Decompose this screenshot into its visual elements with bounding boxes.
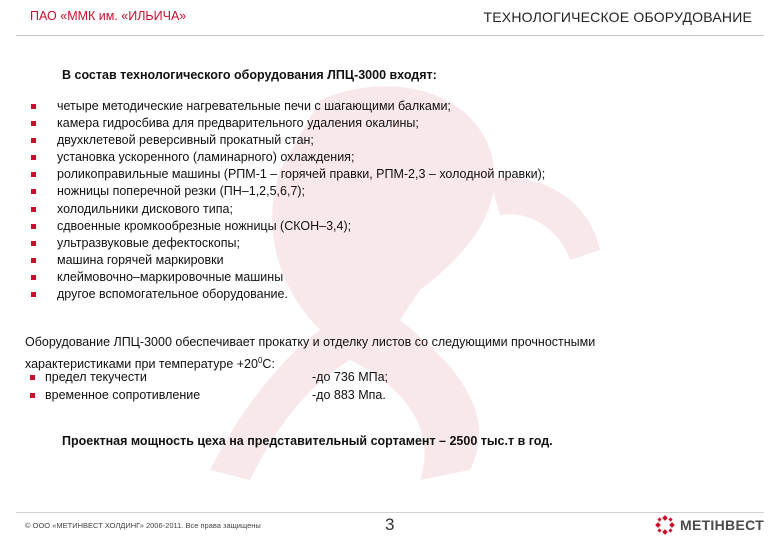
list-item: двухклетевой реверсивный прокатный стан; — [30, 132, 545, 149]
strength-item-tensile — [25, 387, 725, 405]
list-item: камера гидросбива для предварительного удаления окалины; — [30, 115, 545, 132]
capacity-statement: Проектная мощность цеха на представительный сортамент – 2500 тыс.т в год. — [62, 434, 553, 448]
footer-divider — [16, 512, 764, 513]
page-title: ТЕХНОЛОГИЧЕСКОЕ ОБОРУДОВАНИЕ — [483, 9, 752, 25]
strength-item-label: предел текучести — [45, 370, 147, 384]
copyright-text: © ООО «МЕТИНВЕСТ ХОЛДИНГ» 2006-2011. Все права защищены — [25, 521, 261, 530]
equipment-intro: В состав технологического оборудования ЛПЦ-3000 входят: — [62, 68, 437, 82]
list-item: клеймовочно–маркировочные машины — [30, 269, 545, 286]
strength-item-value: -до 883 Мпа. — [312, 387, 386, 402]
page-number: 3 — [385, 515, 395, 534]
list-item: другое вспомогательное оборудование. — [30, 286, 545, 303]
header-divider — [16, 35, 764, 36]
list-item: четыре методические нагревательные печи с шагающими балками; — [30, 98, 545, 115]
company-name: ПАО «ММК им. «ИЛЬИЧА» — [30, 9, 187, 23]
strength-line: Оборудование ЛПЦ-3000 обеспечивает прокатку и отделку листов со следующими прочностными — [25, 335, 596, 349]
strength-text-unit: С: — [262, 356, 275, 371]
strength-paragraph — [25, 334, 725, 404]
equipment-list — [30, 98, 545, 303]
strength-line-temperature — [25, 352, 725, 370]
list-item: холодильники дискового типа; — [30, 201, 545, 218]
list-item: установка ускоренного (ламинарного) охлаждения; — [30, 149, 545, 166]
list-item: ножницы поперечной резки (ПН–1,2,5,6,7); — [30, 183, 545, 200]
strength-item-value: -до 736 МПа; — [312, 370, 389, 384]
list-item: машина горячей маркировки — [30, 252, 545, 269]
list-item: сдвоенные кромкообрезные ножницы (СКОН–3,4); — [30, 218, 545, 235]
list-item: ультразвуковые дефектоскопы; — [30, 235, 545, 252]
company-logo — [655, 512, 764, 538]
metinvest-logo-icon — [655, 515, 675, 535]
degree-sup: 0 — [257, 355, 263, 365]
list-item: роликоправильные машины (РПМ-1 – горячей правки, РПМ-2,3 – холодной правки); — [30, 166, 545, 183]
strength-text: характеристиками при температуре +20 — [25, 356, 258, 371]
strength-item-yield — [25, 369, 725, 387]
strength-item-label: временное сопротивление — [45, 387, 201, 402]
logo-text: МЕТІНВЕСТ — [679, 517, 764, 533]
